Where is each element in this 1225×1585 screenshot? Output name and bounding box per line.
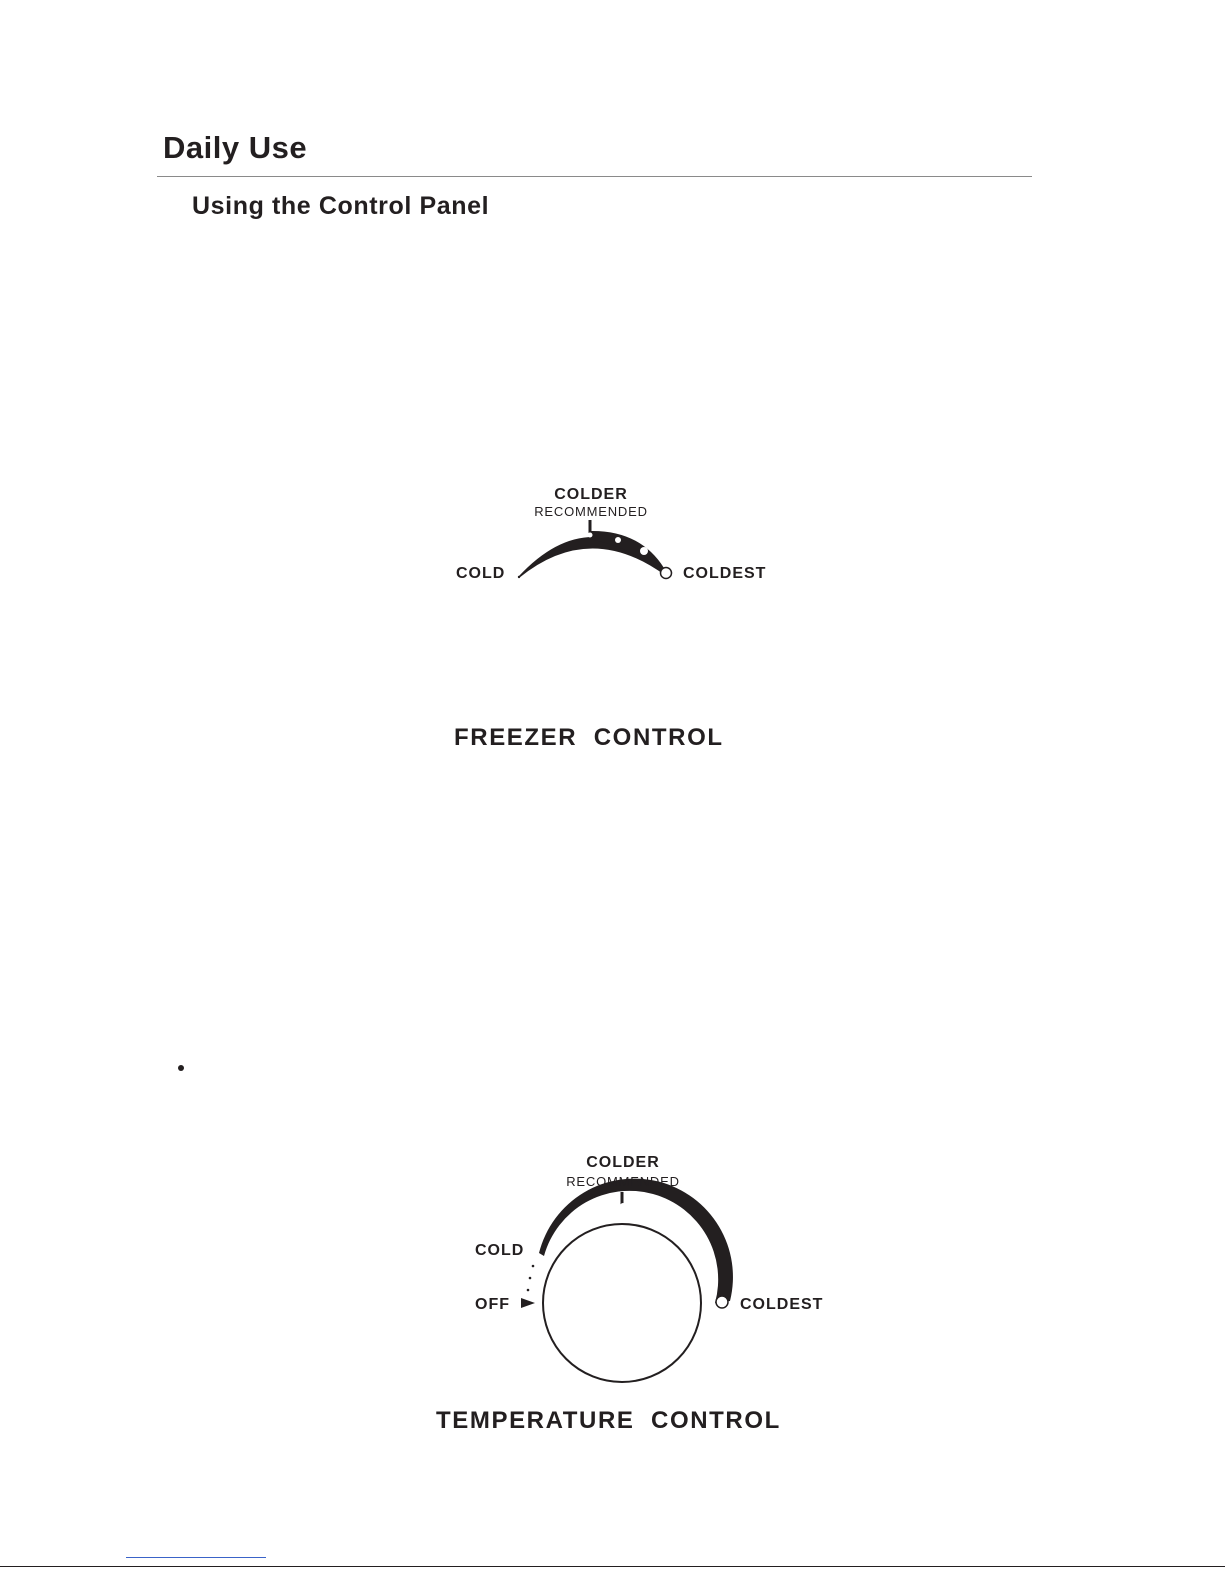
freezer-coldest-dot [661,568,672,579]
temperature-coldest-label: COLDEST [740,1296,824,1313]
footer-divider [0,1566,1225,1567]
temperature-recommended-label: RECOMMENDED [566,1174,680,1189]
temperature-setting-dot [571,1219,576,1224]
freezer-setting-dot [537,553,540,556]
freezer-recommended-label: RECOMMENDED [534,504,648,519]
temperature-off-arrow-icon [521,1298,535,1308]
temperature-dial [521,1179,733,1382]
footer-link-underline [126,1557,266,1558]
temperature-off-label: OFF [475,1296,510,1313]
freezer-coldest-label: COLDEST [683,565,767,582]
temperature-setting-dot [620,1203,626,1209]
temperature-coldest-dot [716,1296,728,1308]
bullet-point [178,1065,184,1071]
freezer-dial [518,520,672,579]
temperature-off-dot [529,1277,532,1280]
temperature-control-caption: TEMPERATURE CONTROL [436,1407,781,1434]
freezer-setting-dot [588,533,593,538]
subsection-title: Using the Control Panel [192,192,490,220]
freezer-cold-label: COLD [456,565,506,582]
temperature-setting-dot [705,1249,714,1258]
freezer-setting-dot [640,547,648,555]
freezer-control-caption: FREEZER CONTROL [454,724,724,751]
section-title: Daily Use [163,130,308,165]
freezer-setting-dot [560,539,564,543]
freezer-cold-dot [518,576,520,578]
temperature-off-dot [527,1289,530,1292]
temperature-off-dot [532,1265,535,1268]
temperature-cold-label: COLD [475,1242,525,1259]
temperature-knob [543,1224,701,1382]
freezer-setting-dot [615,537,621,543]
freezer-colder-label: COLDER [554,486,628,503]
temperature-colder-label: COLDER [586,1154,660,1171]
temperature-setting-dot [668,1214,676,1222]
